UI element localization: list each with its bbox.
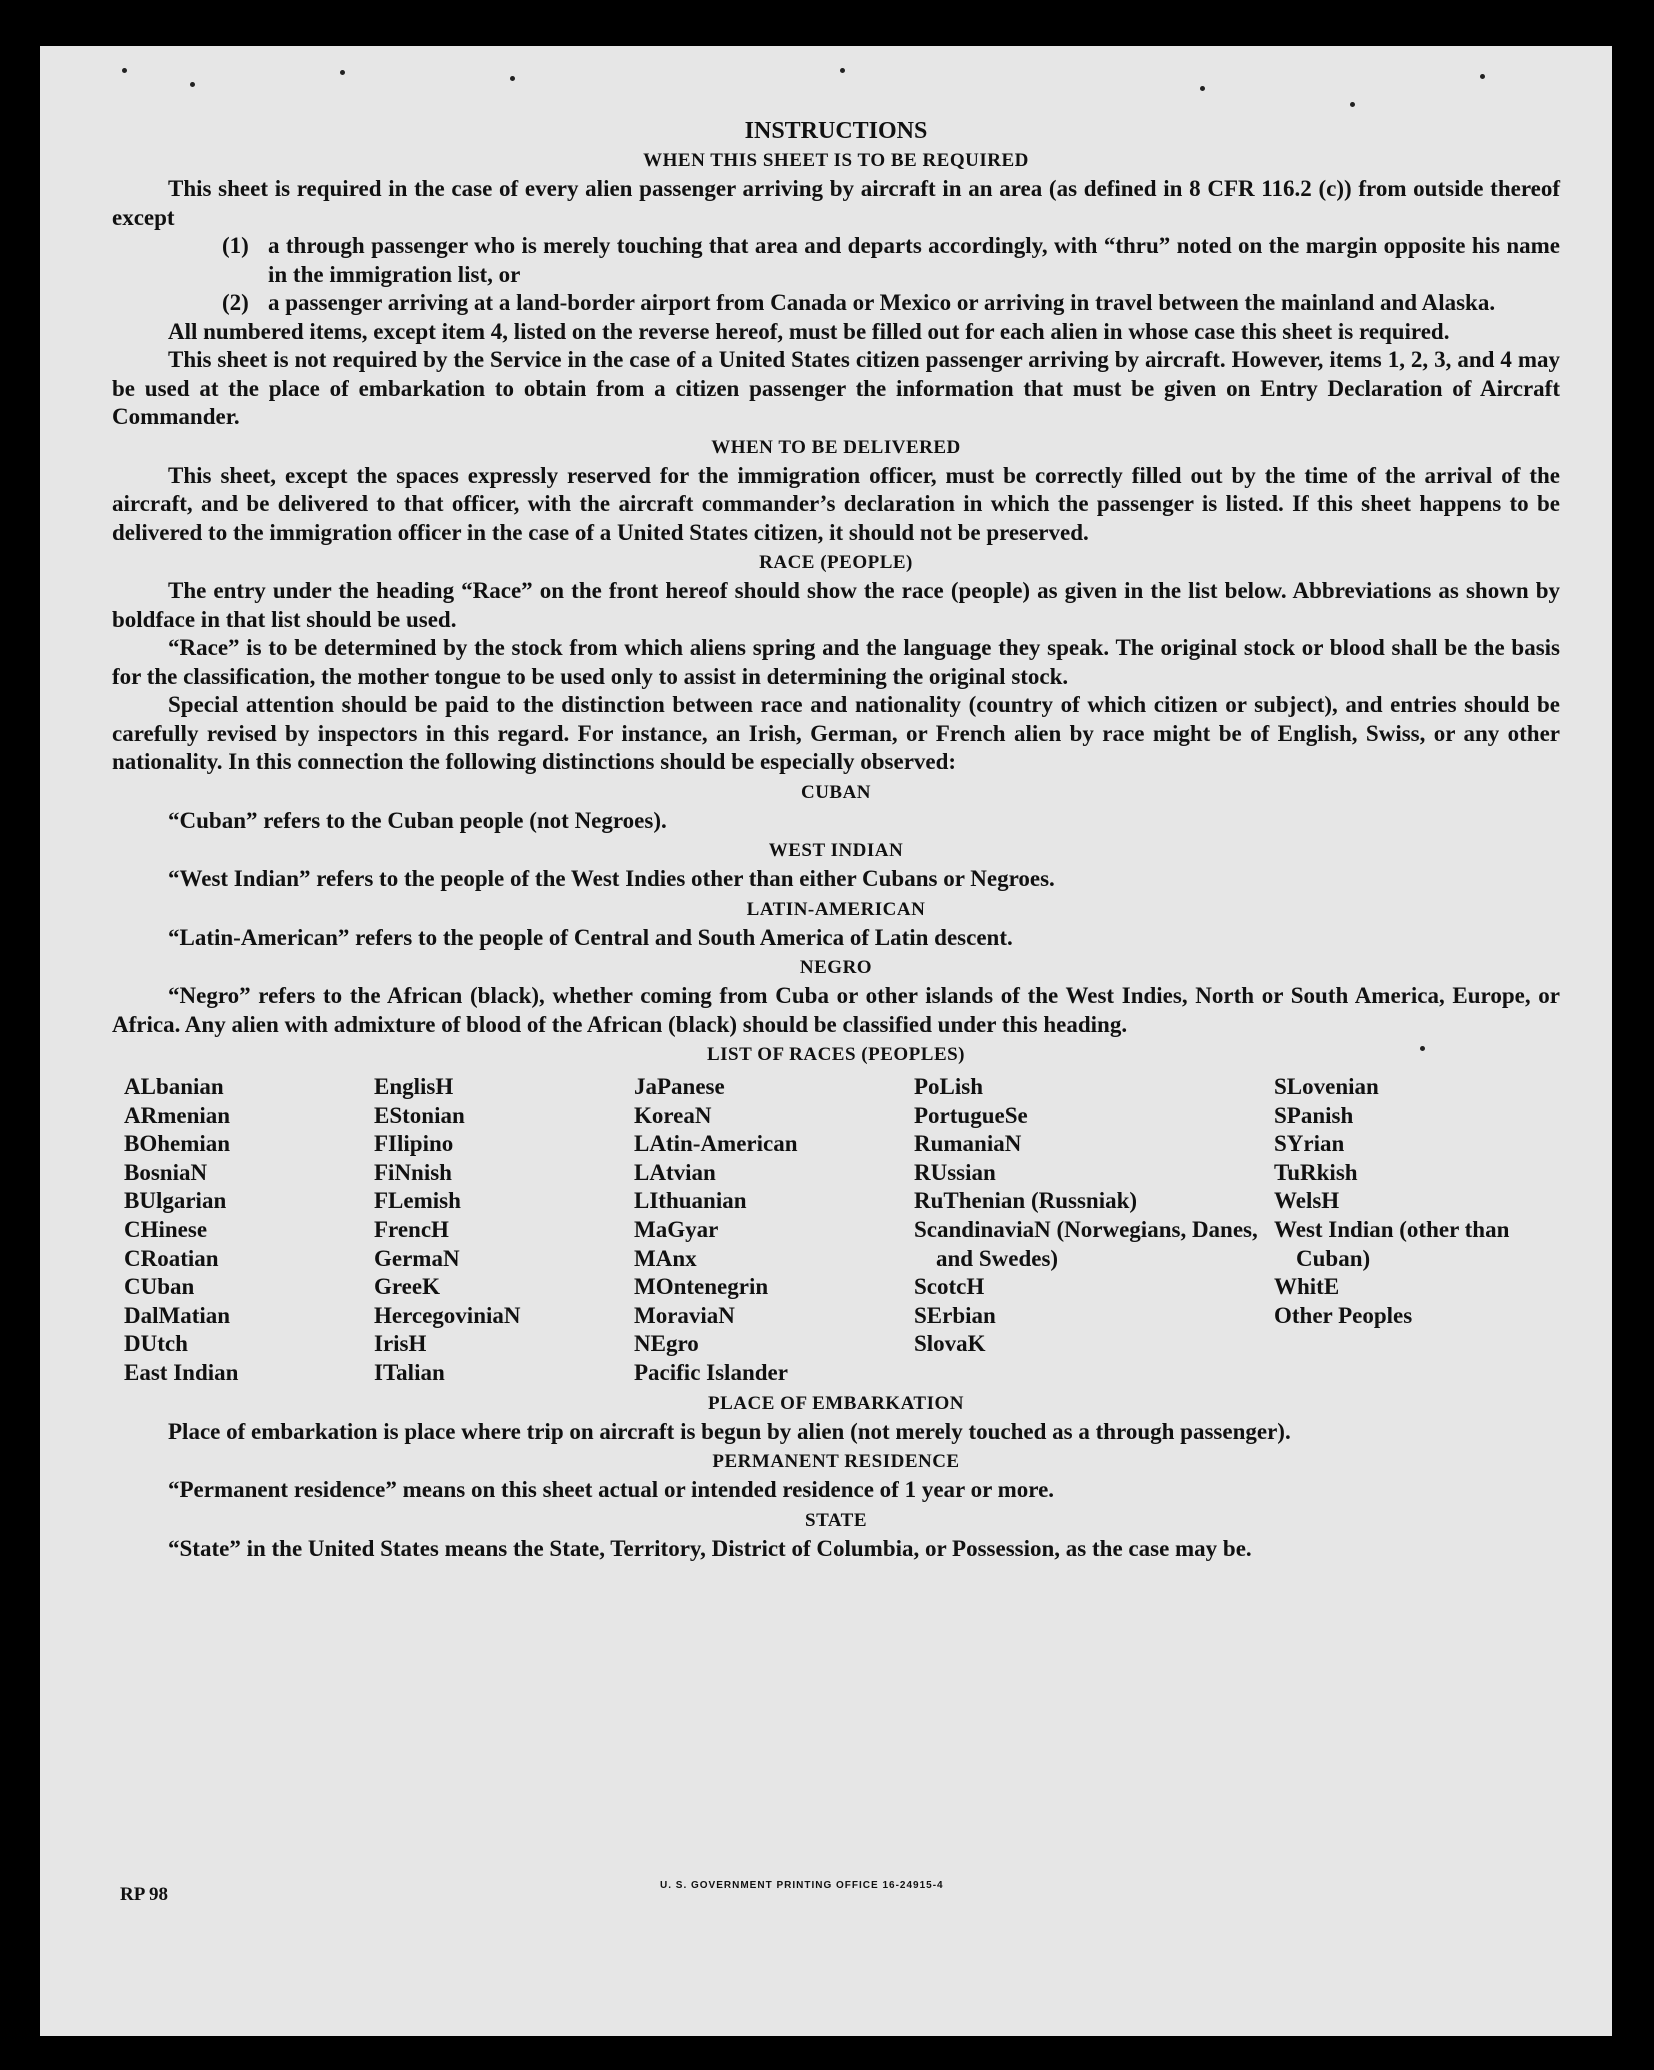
item-number: (1) [222, 233, 249, 258]
race-item: ScandinaviaN (Norwegians, Danes, and Swedes) [914, 1216, 1258, 1271]
speck [840, 68, 845, 73]
paragraph: “Latin-American” refers to the people of Central and South America of Latin descent. [168, 924, 1013, 950]
race-item: SErbian [914, 1302, 996, 1328]
race-item: BosniaN [124, 1159, 208, 1185]
races-column-5 [1274, 1073, 1554, 1388]
item-text: a passenger arriving at a land-border airport from Canada or Mexico or arriving in travel between the mainland and Alaska. [268, 290, 1496, 315]
heading-negro: NEGRO [799, 957, 873, 978]
race-item: MOntenegrin [634, 1274, 769, 1300]
race-item: ALbanian [124, 1074, 224, 1099]
speck [1350, 102, 1355, 107]
race-item: RuThenian (Russniak) [914, 1188, 1138, 1214]
race-item: JaPanese [634, 1074, 725, 1099]
race-item: RumaniaN [914, 1131, 1022, 1157]
paragraph: “West Indian” refers to the people of the West Indies other than either Cubans or Negroes. [168, 866, 1055, 891]
race-item: CHinese [124, 1216, 208, 1242]
race-item: MAnx [634, 1245, 697, 1271]
race-item: PoLish [914, 1074, 984, 1099]
heading-permanent-residence: PERMANENT RESIDENCE [712, 1451, 960, 1473]
race-item: LIthuanian [634, 1188, 747, 1214]
races-column-1 [112, 1073, 374, 1388]
paragraph: This sheet is required in the case of every alien passenger arriving by aircraft in an area (as defined in 8 CFR 116.2 (c)) from outside thereof except [112, 176, 1560, 230]
list-item [112, 289, 1560, 318]
speck [510, 76, 515, 81]
race-item: PortugueSe [914, 1102, 1028, 1128]
speck [1480, 74, 1485, 79]
heading-latin-american: LATIN-AMERICAN [746, 898, 926, 920]
race-item: FLemish [374, 1188, 461, 1214]
race-item: Pacific Islander [634, 1359, 788, 1385]
document-page [40, 46, 1612, 2036]
race-item: FrencH [374, 1216, 449, 1242]
item-text: a through passenger who is merely touching that area and departs accordingly, with “thru” noted on the margin opposite his name in the immigration list, or [268, 233, 1560, 287]
speck [1200, 86, 1205, 91]
race-item: Other Peoples [1274, 1302, 1413, 1328]
race-item: SYrian [1274, 1131, 1345, 1157]
race-item: FiNnish [374, 1159, 452, 1185]
speck [190, 82, 195, 87]
races-column-4 [914, 1073, 1274, 1388]
race-item: SLovenian [1274, 1074, 1379, 1099]
paragraph: This sheet, except the spaces expressly reserved for the immigration officer, must be correctly filled out by the time of the arrival of the aircraft, and be delivered to that officer, with the aircraft commander’s declaration in which the passenger is listed. If this sheet happens to be delivered to the immigration officer in the case of a United States citizen, it should not be preserved. [112, 462, 1560, 545]
paragraph: This sheet is not required by the Service in the case of a United States citizen passenger arriving by aircraft. However, items 1, 2, 3, and 4 may be used at the place of embarkation to obtain from a citizen passenger the information that must be given on Entry Declaration of Aircraft Commander. [112, 347, 1560, 429]
paragraph: “Negro” refers to the African (black), whether coming from Cuba or other islands of the West Indies, North or South America, Europe, or Africa. Any alien with admixture of blood of the African (black) should be classified under this heading. [112, 983, 1560, 1037]
paragraph: All numbered items, except item 4, listed on the reverse hereof, must be filled out for each alien in whose case this sheet is required. [168, 318, 1450, 344]
race-item: LAtvian [634, 1159, 716, 1185]
race-item: KoreaN [634, 1102, 712, 1128]
race-item: RUssian [914, 1159, 996, 1185]
heading-when-required: WHEN THIS SHEET IS TO BE REQUIRED [643, 150, 1029, 171]
heading-when-delivered: WHEN TO BE DELIVERED [711, 436, 961, 458]
heading-race: RACE (PEOPLE) [759, 552, 913, 573]
race-item: West Indian (other than Cuban) [1274, 1216, 1510, 1271]
speck [340, 70, 345, 75]
paragraph: “Permanent residence” means on this sheet actual or intended residence of 1 year or more. [168, 1477, 1055, 1503]
paragraph: Special attention should be paid to the distinction between race and nationality (country of which citizen or subject), and entries should be carefully revised by inspectors in this regard. For instance, an Irish, German, or French alien by race might be of English, Swiss, or any other nationality. In this connection the following distinctions should be especially observed: [112, 692, 1560, 774]
race-item: GermaN [374, 1245, 460, 1271]
race-item: CUban [124, 1274, 195, 1300]
race-item: FIlipino [374, 1131, 454, 1157]
paragraph: “State” in the United States means the State, Territory, District of Columbia, or Possession, as the case may be. [168, 1535, 1252, 1561]
race-item: SlovaK [914, 1331, 986, 1357]
heading-state: STATE [805, 1509, 867, 1531]
item-number: (2) [222, 290, 249, 315]
race-item: DalMatian [124, 1302, 231, 1328]
paragraph: The entry under the heading “Race” on the front hereof should show the race (people) as given in the list below. Abbreviations as shown by boldface in that list should be used. [112, 578, 1560, 632]
race-item: WhitE [1274, 1274, 1340, 1300]
race-item: DUtch [124, 1331, 188, 1357]
instructions-body [112, 118, 1560, 1563]
race-item: BOhemian [124, 1131, 231, 1157]
speck [122, 68, 127, 73]
list-item [112, 232, 1560, 289]
race-item: MoraviaN [634, 1302, 735, 1328]
race-item: NEgro [634, 1331, 699, 1357]
heading-list-of-races: LIST OF RACES (PEOPLES) [706, 1044, 966, 1065]
race-item: EStonian [374, 1102, 465, 1128]
race-item: MaGyar [634, 1216, 719, 1242]
race-item: SPanish [1274, 1102, 1354, 1128]
race-item: East Indian [124, 1359, 239, 1385]
race-item: ScotcH [914, 1274, 985, 1300]
races-column-3 [634, 1073, 914, 1388]
race-item: HercegoviniaN [374, 1302, 521, 1328]
page-title: INSTRUCTIONS [744, 118, 928, 144]
race-item: EnglisH [374, 1074, 454, 1099]
race-item: CRoatian [124, 1245, 219, 1271]
race-item: LAtin-American [634, 1131, 798, 1157]
heading-cuban: CUBAN [800, 781, 872, 803]
race-item: TuRkish [1274, 1159, 1358, 1185]
race-item: ARmenian [124, 1102, 231, 1128]
paragraph: “Cuban” refers to the Cuban people (not Negroes). [168, 807, 667, 833]
race-item: BUlgarian [124, 1188, 227, 1214]
race-item: IrisH [374, 1331, 427, 1357]
heading-place-of-embarkation: PLACE OF EMBARKATION [708, 1392, 964, 1414]
races-column-2 [374, 1073, 634, 1388]
heading-west-indian: WEST INDIAN [768, 840, 904, 861]
race-item: ITalian [374, 1359, 445, 1385]
printer-imprint: U. S. GOVERNMENT PRINTING OFFICE 16-24915-4 [660, 1880, 944, 1891]
paragraph: Place of embarkation is place where trip on aircraft is begun by alien (not merely touched as a through passenger). [168, 1418, 1291, 1444]
form-number: RP 98 [120, 1884, 169, 1905]
race-item: GreeK [374, 1274, 440, 1300]
race-item: WelsH [1274, 1188, 1340, 1214]
races-table [112, 1073, 1560, 1388]
paragraph: “Race” is to be determined by the stock from which aliens spring and the language they speak. The original stock or blood shall be the basis for the classification, the mother tongue to be used only to assist in determining the original stock. [112, 635, 1560, 689]
